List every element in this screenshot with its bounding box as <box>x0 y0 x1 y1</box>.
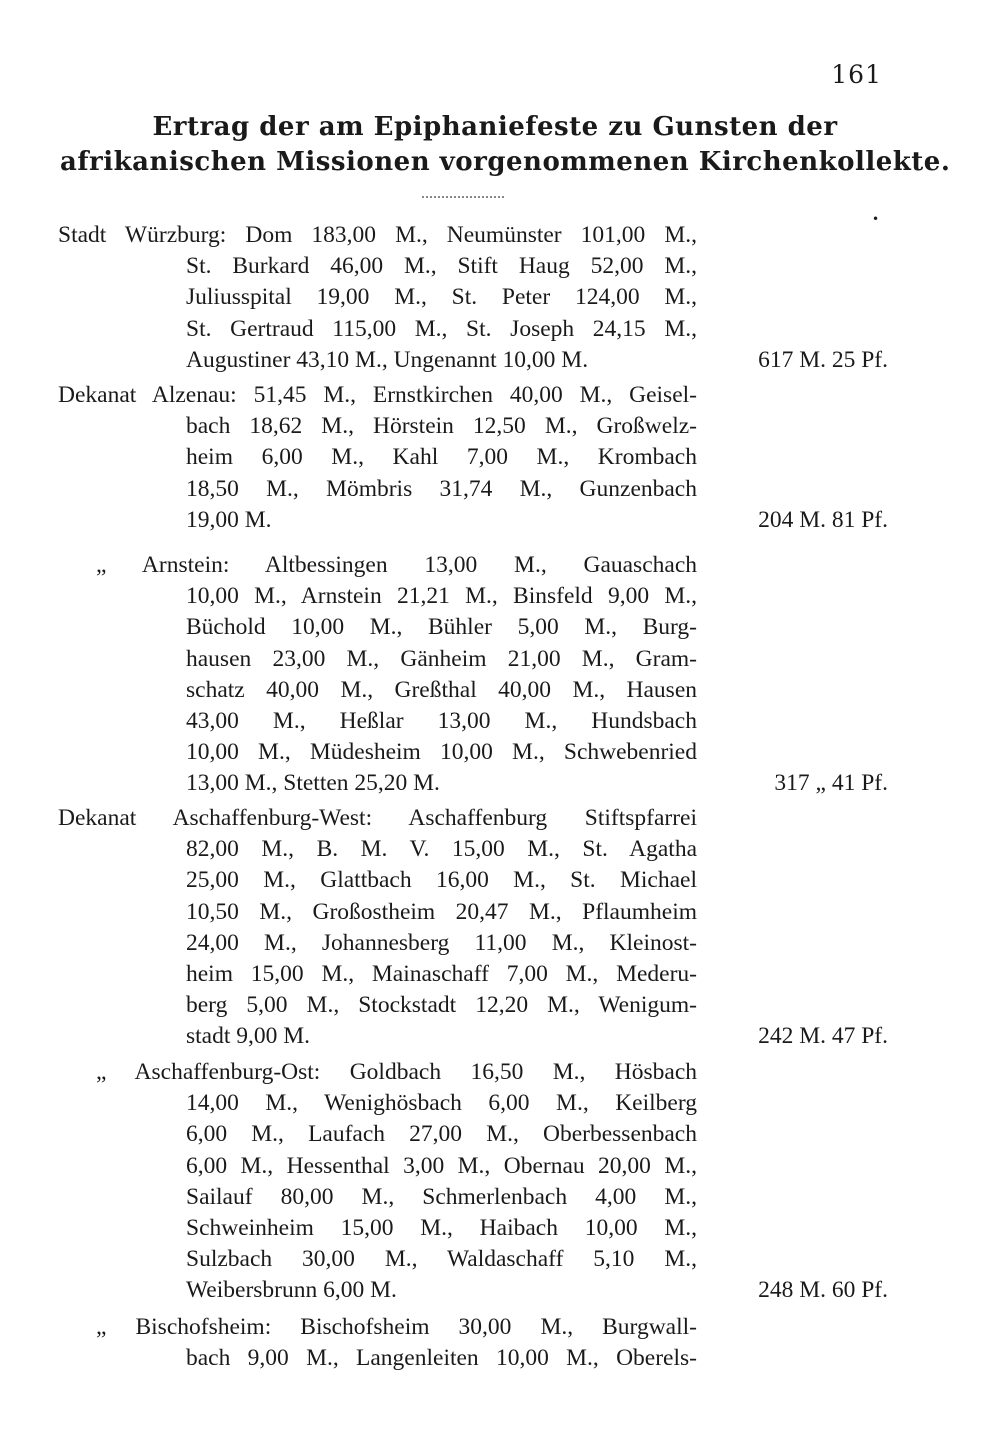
entry-line: Stadt Würzburg: Dom 183,00 M., Neumünster 101,00 M., <box>58 222 697 248</box>
entry-line: Dekanat Aschaffenburg-West: Aschaffenburg Stiftspfarrei <box>58 805 697 831</box>
entry-line: St. Burkard 46,00 M., Stift Haug 52,00 M., <box>186 253 697 280</box>
title-line-2: afrikanischen Missionen vorgenommenen Kirchenkollekte. <box>60 147 951 177</box>
entry-line: St. Gertraud 115,00 M., St. Joseph 24,15 M., <box>186 315 697 342</box>
entry-line: 6,00 M., Hessenthal 3,00 M., Obernau 20,00 M., <box>186 1152 697 1179</box>
entry-line: bach 9,00 M., Langenleiten 10,00 M., Oberels- <box>186 1345 697 1372</box>
margin-mark: • <box>872 212 880 226</box>
entry-line: schatz 40,00 M., Greßthal 40,00 M., Hausen <box>186 676 697 703</box>
title-line-1: Ertrag der am Epiphaniefeste zu Gunsten der <box>152 112 838 142</box>
entry-line: 43,00 M., Heßlar 13,00 M., Hundsbach <box>186 708 697 734</box>
title-divider <box>422 196 504 198</box>
entry-line: 19,00 M. <box>186 506 272 533</box>
entry-line: 13,00 M., Stetten 25,20 M. <box>186 770 440 797</box>
entry-line: Augustiner 43,10 M., Ungenannt 10,00 M. <box>186 346 589 373</box>
entry-line: stadt 9,00 M. <box>186 1023 311 1050</box>
entry-line: Dekanat Alzenau: 51,45 M., Ernstkirchen 40,00 M., Geisel- <box>58 382 697 408</box>
entry-line: Sailauf 80,00 M., Schmerlenbach 4,00 M., <box>186 1183 697 1210</box>
entry-line: heim 15,00 M., Mainaschaff 7,00 M., Mederu- <box>186 961 697 987</box>
entry-line: Juliusspital 19,00 M., St. Peter 124,00 M., <box>186 284 697 311</box>
entry-line: Büchold 10,00 M., Bühler 5,00 M., Burg- <box>186 614 697 641</box>
entry-line: 25,00 M., Glattbach 16,00 M., St. Michael <box>186 867 697 894</box>
page-title <box>60 110 951 180</box>
entry-line: „ Arnstein: Altbessingen 13,00 M., Gauaschach <box>96 552 697 578</box>
entry-amount: 317 „ 41 Pf. <box>774 770 888 797</box>
entry-line: Schweinheim 15,00 M., Haibach 10,00 M., <box>186 1215 697 1241</box>
entry-amount: 204 M. 81 Pf. <box>758 506 888 533</box>
entry-amount: 248 M. 60 Pf. <box>758 1277 888 1304</box>
entry-line: berg 5,00 M., Stockstadt 12,20 M., Wenigum- <box>186 992 697 1019</box>
entry-line: Weibersbrunn 6,00 M. <box>186 1277 397 1304</box>
page-number: 161 <box>831 60 882 89</box>
entry-line: 10,50 M., Großostheim 20,47 M., Pflaumheim <box>186 898 697 925</box>
entry-line: 82,00 M., B. M. V. 15,00 M., St. Agatha <box>186 836 697 863</box>
entry-amount: 242 M. 47 Pf. <box>758 1023 888 1050</box>
entry-line: 10,00 M., Müdesheim 10,00 M., Schwebenried <box>186 739 697 766</box>
entry-amount: 617 M. 25 Pf. <box>758 346 888 373</box>
entry-line: 6,00 M., Laufach 27,00 M., Oberbessenbach <box>186 1121 697 1148</box>
entry-line: „ Aschaffenburg-Ost: Goldbach 16,50 M., Hösbach <box>96 1059 697 1085</box>
entry-line: 18,50 M., Mömbris 31,74 M., Gunzenbach <box>186 475 697 502</box>
entry-line: 24,00 M., Johannesberg 11,00 M., Kleinost- <box>186 929 697 956</box>
entry-line: 10,00 M., Arnstein 21,21 M., Binsfeld 9,00 M., <box>186 583 697 610</box>
entry-line: heim 6,00 M., Kahl 7,00 M., Krombach <box>186 444 697 471</box>
entry-line: Sulzbach 30,00 M., Waldaschaff 5,10 M., <box>186 1246 697 1273</box>
entry-line: hausen 23,00 M., Gänheim 21,00 M., Gram- <box>186 645 697 672</box>
entry-line: 14,00 M., Wenighösbach 6,00 M., Keilberg <box>186 1090 697 1117</box>
entry-line: bach 18,62 M., Hörstein 12,50 M., Großwelz- <box>186 413 697 440</box>
entry-line: „ Bischofsheim: Bischofsheim 30,00 M., Burgwall- <box>96 1314 697 1340</box>
